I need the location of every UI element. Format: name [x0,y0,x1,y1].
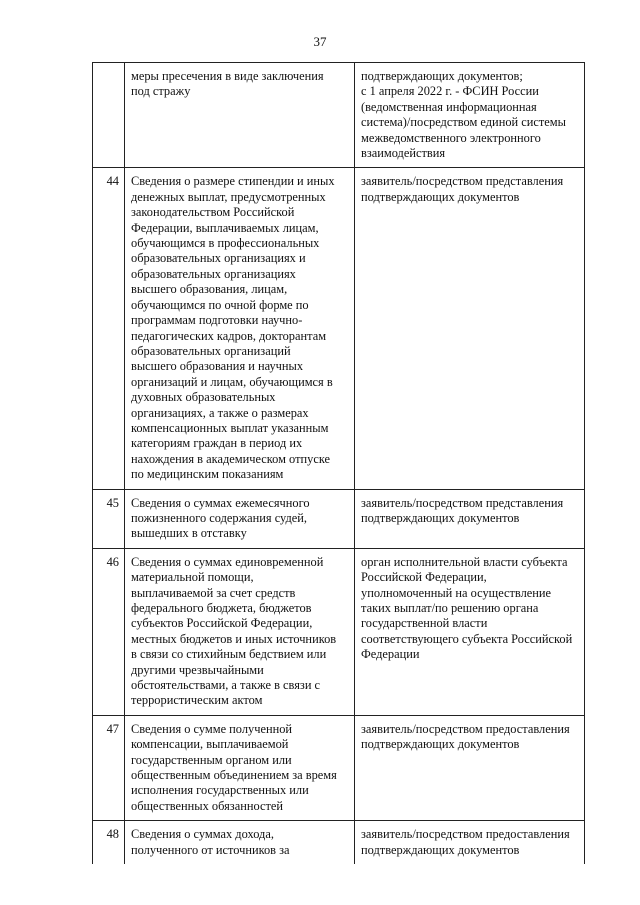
description-line: духовных образовательных [131,390,276,405]
source-line: подтверждающих документов [361,510,520,525]
table-row [93,821,585,864]
description-line: террористическим актом [131,693,263,708]
table-row [93,63,585,168]
description-line: педагогических кадров, докторантам [131,328,327,343]
source-line: система)/посредством единой системы [361,115,566,130]
description-line: местных бюджетов и иных источников [131,631,337,646]
source-line: Федерации [361,647,420,662]
data-table [92,62,585,864]
description-line: высшего образования, лицам, [131,282,288,297]
description-line: Федерации, выплачиваемых лицам, [131,220,319,235]
source-line: подтверждающих документов [361,842,520,857]
description-line: законодательством Российской [131,205,295,220]
row-source [355,821,585,864]
source-line: подтверждающих документов; [361,69,523,83]
description-line: исполнения государственных или [131,783,309,798]
source-line: заявитель/посредством представления [361,174,564,189]
source-line: таких выплат/по решению органа [361,601,539,615]
source-line: заявитель/посредством предоставления [361,721,570,736]
source-line: взаимодействия [361,146,446,161]
row-source [355,715,585,820]
source-line: межведомственного электронного [361,130,541,145]
description-line: Сведения о суммах ежемесячного [131,495,310,510]
row-description [125,489,355,548]
description-line: государственным органом или [131,752,292,767]
description-line: образовательных организациях и [131,251,306,266]
description-line: общественных обязанностей [131,798,284,813]
description-line: денежных выплат, предусмотренных [131,189,326,204]
row-number: 48 [93,821,125,864]
source-line: подтверждающих документов [361,189,520,204]
row-number [93,63,125,168]
description-line: нахождения в академическом отпуске [131,451,331,466]
description-line: полученного от источников за [131,842,290,857]
description-line: компенсации, выплачиваемой [131,737,289,752]
description-line: высшего образования и научных [131,359,304,374]
page-number: 37 [313,34,327,49]
description-line: общественным объединением за время [131,768,337,783]
description-line: обучающимся в профессиональных [131,236,320,251]
row-description [125,821,355,864]
description-line: Сведения о размере стипендии и иных [131,174,335,189]
description-line: компенсационных выплат указанным [131,420,329,435]
source-line: подтверждающих документов [361,737,520,752]
row-description [125,715,355,820]
row-number: 44 [93,168,125,489]
description-line: образовательных организациях [131,266,296,281]
description-line: федерального бюджета, бюджетов [131,601,312,615]
description-line: категориям граждан в период их [131,436,303,451]
description-line: под стражу [131,84,191,99]
description-line: вышедших в отставку [131,526,247,541]
row-description [125,63,355,168]
row-description [125,168,355,489]
source-line: орган исполнительной власти субъекта [361,554,568,569]
description-line: другими чрезвычайными [131,662,264,677]
description-line: обстоятельствами, а также в связи с [131,678,321,693]
description-line: программам подготовки научно- [131,313,303,328]
description-line: меры пресечения в виде заключения [131,69,324,83]
row-source [355,548,585,715]
source-line: Российской Федерации, [361,570,487,585]
description-line: в связи со стихийным бедствием или [131,647,327,662]
source-line: государственной власти [361,616,488,631]
row-source [355,168,585,489]
row-number: 47 [93,715,125,820]
description-line: обучающимся по очной форме по [131,297,309,312]
description-line: пожизненного содержания судей, [131,510,307,525]
description-line: Сведения о суммах единовременной [131,554,324,569]
description-line: образовательных организаций [131,343,291,358]
description-line: материальной помощи, [131,570,254,585]
row-number: 45 [93,489,125,548]
description-line: организаций и лицам, обучающимся в [131,374,333,389]
description-line: организациях, а также о размерах [131,405,309,420]
source-line: уполномоченный на осуществление [361,585,552,600]
description-line: Сведения о сумме полученной [131,721,293,736]
row-description [125,548,355,715]
description-line: выплачиваемой за счет средств [131,585,296,600]
description-line: Сведения о суммах дохода, [131,827,274,842]
source-line: (ведомственная информационная [361,99,537,114]
row-source [355,489,585,548]
source-line: с 1 апреля 2022 г. - ФСИН России [361,84,539,99]
table-row [93,715,585,820]
table-row [93,168,585,489]
row-source [355,63,585,168]
table-body [93,63,585,865]
row-number: 46 [93,548,125,715]
table-row [93,489,585,548]
description-line: по медицинским показаниям [131,467,284,482]
source-line: соответствующего субъекта Российской [361,631,573,646]
source-line: заявитель/посредством предоставления [361,827,570,842]
source-line: заявитель/посредством представления [361,495,564,510]
table-row [93,548,585,715]
description-line: субъектов Российской Федерации, [131,616,313,631]
